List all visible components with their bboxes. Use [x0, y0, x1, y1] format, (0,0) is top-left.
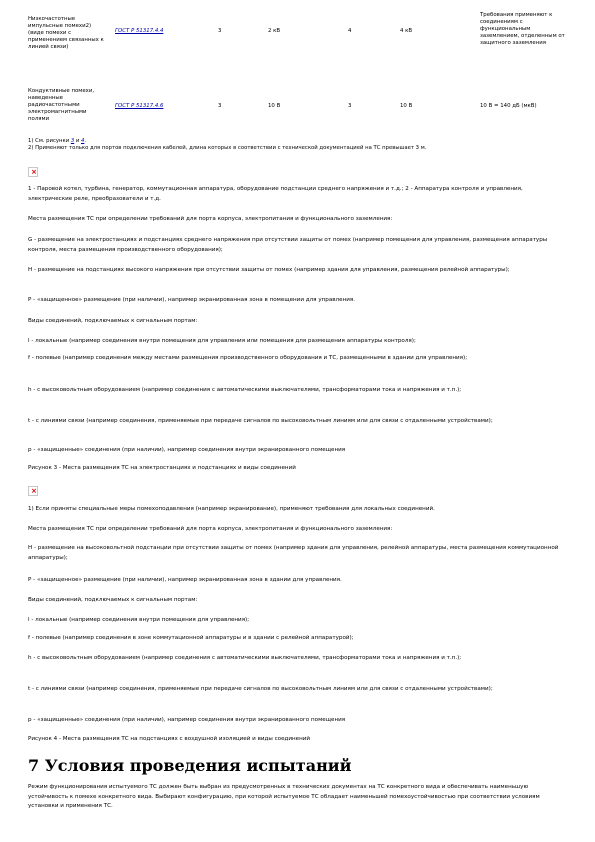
footnote-2: 2) Применяют только для портов подключения кабелей, длина которых в соответствии с технической документацией на ТС превышает 3 м. [28, 145, 427, 151]
legend-paragraph: 1 - Паровой котел, турбина, генератор, коммутационная аппаратура, оборудование подстанции среднего напряжения и т.д.; 2 - Аппаратура контроля и управления, электрические реле, преобразователи и т.д. [28, 186, 523, 202]
table-cell-value: 2 кВ [268, 28, 281, 34]
legend-paragraph: p - «защищенные» соединения (при наличии), например соединения внутри экранированного помещения [28, 447, 346, 453]
legend-paragraph: l - локальные (например соединения внутри помещения для управления); [28, 617, 250, 623]
legend-paragraph: H - размещение на высоковольтной подстанции при отсутствии защиты от помех (например здания для управления, релейной аппаратуры, места размещения коммутационной аппаратуры); [28, 545, 559, 561]
legend-paragraph: Виды соединений, подключаемых к сигнальным портам: [28, 318, 198, 324]
table-cell-note: 10 В = 140 дБ (мкВ) [480, 103, 537, 109]
legend-paragraph: H - размещение на подстанциях высокого напряжения при отсутствии защиты от помех (например здания для управления, размещения релейной аппаратуры); [28, 267, 510, 273]
legend-paragraph: t - с линиями связи (например соединения, применяемые при передаче сигналов по высоковольтным линиям или для связи с отдаленными устройствами); [28, 418, 493, 424]
table-cell-value: 10 В [400, 103, 413, 109]
figure-3-caption: Рисунок 3 - Места размещения ТС на электростанциях и подстанциях и виды соединений [28, 465, 296, 471]
legend-paragraph: f - полевые (например соединения в зоне коммутационной аппаратуры и в здании с релейной аппаратурой); [28, 635, 354, 641]
legend-paragraph: l - локальные (например соединения внутри помещения для управления или помещения для размещения аппаратуры контроля); [28, 338, 416, 344]
legend-paragraph: P - «защищенное» размещение (при наличии), например экранированная зона в помещении для управления. [28, 297, 356, 303]
table-cell-level: 4 [348, 28, 352, 34]
legend-paragraph: Виды соединений, подключаемых к сигнальным портам: [28, 597, 198, 603]
figure-4-caption: Рисунок 4 - Места размещения ТС на подстанциях с воздушной изоляцией и виды соединений [28, 736, 311, 742]
document-page [28, 0, 568, 809]
legend-paragraph: G - размещение на электростанциях и подстанциях среднего напряжения при отсутствии защиты от помех (например помещения для управления, размещения аппаратуры контроля, места размещения производственного оборудования); [28, 237, 548, 253]
table-cell-level: 3 [218, 28, 222, 34]
legend-paragraph: h - с высоковольтным оборудованием (например соединения с автоматическими выключателями, трансформаторами тока и напряжения и т.п.); [28, 387, 462, 393]
table-cell-standard-link[interactable]: ГОСТ Р 51317.4.4 [115, 28, 164, 34]
legend-paragraph: P - «защищенное» размещение (при наличии), например экранированная зона в здании для управления. [28, 577, 342, 583]
broken-image-icon: × [28, 486, 38, 496]
figure-3-link[interactable]: 3 [70, 138, 75, 144]
legend-paragraph: 1) Если приняты специальные меры помехоподавления (например экранирование), применяют требования для локальных соединений. [28, 506, 435, 512]
figure-4-link[interactable]: 4 [81, 138, 85, 144]
table-cell-value: 10 В [268, 103, 281, 109]
table-cell-phenomenon: Кондуктивные помехи, наведенные радиочастотными электромагнитными полями [28, 88, 95, 122]
table-cell-level: 3 [348, 103, 352, 109]
legend-paragraph: f - полевые (например соединения между местами размещения производственного оборудования и ТС, размещенными в здании для управления); [28, 355, 468, 361]
table-cell-level: 3 [218, 103, 222, 109]
legend-paragraph: h - с высоковольтным оборудованием (например соединения с автоматическими выключателями, трансформаторами тока и напряжения и т.п.); [28, 655, 462, 661]
table-cell-value: 4 кВ [400, 28, 413, 34]
footnote-1: 1) См. рисунки 3 и 4. [28, 138, 87, 144]
table-cell-phenomenon: Низкочастотные импульсные помехи2) (виде помехи с применением связанных к линией связи) [28, 16, 104, 50]
legend-paragraph: t - с линиями связи (например соединения, применяемые при передаче сигналов по высоковольтным линиям или для связи с отдаленными устройствами); [28, 686, 493, 692]
requirements-table [28, 0, 568, 138]
section-body: Режим функционирования испытуемого ТС должен быть выбран из предусмотренных в технических документах на ТС конкретного вида и обеспечивать наименьшую устойчивость к помехе конкретного вида. Выбирают конфигурацию, при которой испытуемое ТС обладает наименьшей помехоустойчивостью при соответствии условиям установки и применения ТС. [28, 784, 540, 809]
legend-paragraph: p - «защищенные» соединения (при наличии), например соединения внутри экранированного помещения [28, 717, 346, 723]
legend-paragraph: Места размещения ТС при определении требований для порта корпуса, электропитания и функционального заземления: [28, 526, 393, 532]
legend-paragraph: Места размещения ТС при определении требований для порта корпуса, электропитания и функционального заземления: [28, 216, 393, 222]
table-cell-note: Требования применяют к соединениям с функциональным заземлением, отделенным от защитного заземления [480, 12, 565, 46]
broken-image-icon: × [28, 167, 38, 177]
section-heading: 7 Условия проведения испытаний [28, 756, 352, 775]
table-cell-standard-link[interactable]: ГОСТ Р 51317.4.6 [115, 103, 164, 109]
